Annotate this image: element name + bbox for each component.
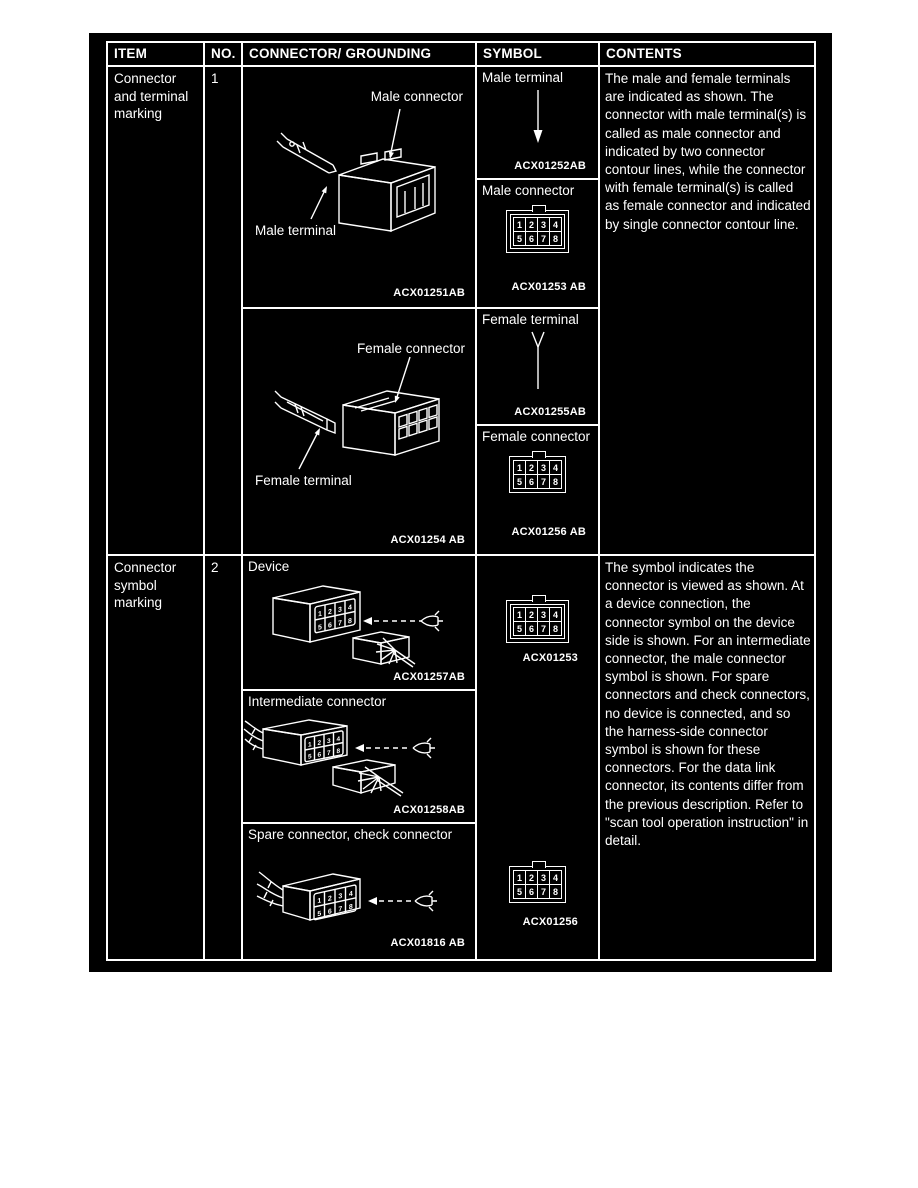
figure-code: ACX01253 AB: [511, 281, 586, 293]
diagram-panel: [89, 33, 832, 972]
svg-text:7: 7: [338, 904, 343, 914]
connector-tab: [532, 451, 546, 458]
connector-grounding-cell: [242, 66, 476, 555]
pin-5: 5: [514, 232, 525, 245]
pin-5: 5: [514, 885, 525, 898]
female-connector-symbol-cell: [477, 424, 598, 554]
table-header-row: [107, 42, 815, 66]
svg-text:6: 6: [317, 751, 322, 760]
pin-3: 3: [538, 608, 549, 621]
pin-3: 3: [538, 871, 549, 884]
pin-grid: [513, 460, 562, 489]
pin-2: 2: [526, 871, 537, 884]
female-terminal-fork-icon: [478, 329, 598, 391]
svg-text:8: 8: [348, 617, 352, 626]
item-cell: [107, 555, 204, 960]
spare-lines: [257, 872, 437, 920]
drawing-title: Spare connector, check connector: [248, 827, 453, 842]
pin-3: 3: [538, 218, 549, 231]
pin-grid: [513, 607, 562, 636]
svg-text:6: 6: [327, 907, 332, 916]
pin-6: 6: [526, 622, 537, 635]
pin-7: 7: [538, 622, 549, 635]
symbol-cell: [476, 555, 599, 960]
pin-1: 1: [514, 871, 525, 884]
pin-4: 4: [550, 218, 561, 231]
connector-tab: [532, 595, 546, 602]
female-drawing-lines: [275, 357, 439, 469]
svg-text:2: 2: [328, 608, 332, 617]
svg-text:1: 1: [318, 610, 322, 619]
pin-1: 1: [514, 461, 525, 474]
no-cell: [204, 555, 242, 960]
male-drawing-lines: [277, 109, 435, 231]
device-drawing-cell: [243, 556, 475, 689]
svg-text:3: 3: [338, 606, 342, 615]
pin-6: 6: [526, 885, 537, 898]
connector-grounding-cell: [242, 555, 476, 960]
col-header-contents: CONTENTS: [599, 42, 815, 66]
view-arrowhead: [363, 617, 372, 625]
male-connector-label: Male connector: [370, 89, 463, 104]
device-symbol-wrap: [477, 590, 598, 643]
col-header-symbol: SYMBOL: [476, 42, 599, 66]
figure-code: ACX01816 AB: [390, 937, 465, 949]
contents-text: The symbol indicates the connector is viewed as shown. At a device connection, the connector symbol on the device side is shown. For an intermediate connector, the male connector symbol is shown. For spare connectors and check connectors, no device is connected, and so the harness-side connector symbol is shown for these connectors. For the data link connector, its contents differ from the previous description. Refer to "scan tool operation instruction" in detail.: [605, 560, 811, 849]
pin-7: 7: [538, 885, 549, 898]
svg-text:1: 1: [317, 896, 322, 906]
pin-2: 2: [526, 608, 537, 621]
figure-code: ACX01258AB: [393, 804, 465, 816]
svg-text:2: 2: [317, 739, 322, 748]
symbol-cell: [476, 66, 599, 555]
svg-text:5: 5: [318, 624, 322, 632]
female-connector-drawing-cell: [243, 307, 475, 554]
male-connector-symbol: [506, 600, 569, 643]
male-connector-symbol: [506, 210, 569, 253]
svg-text:6: 6: [328, 621, 332, 630]
contents-text: The male and female terminals are indicated as shown. The connector with male terminal(s) is called as male connector and indicated by two connector contour lines, while the connector with female terminal(s) is called as female connector and indicated by single connector contour line.: [605, 71, 811, 232]
connector-tab: [532, 205, 546, 212]
pin-5: 5: [514, 622, 525, 635]
svg-text:8: 8: [336, 747, 341, 756]
pin-4: 4: [550, 608, 561, 621]
col-header-connector: CONNECTOR/ GROUNDING: [242, 42, 476, 66]
down-arrow-icon: [478, 87, 598, 145]
intermediate-connector-drawing-cell: [243, 689, 475, 822]
item-text: Connector symbol marking: [114, 560, 177, 610]
intermediate-connector-drawing: [243, 711, 473, 819]
female-terminal-symbol-cell: [477, 307, 598, 424]
svg-text:8: 8: [348, 902, 353, 912]
spare-connector-drawing-cell: [243, 822, 475, 959]
pin-5: 5: [514, 475, 525, 488]
male-terminal-symbol-cell: [477, 67, 598, 178]
col-header-no: NO.: [204, 42, 242, 66]
eye-icon: [421, 611, 443, 631]
item-text: Connector and terminal marking: [114, 71, 189, 121]
col-header-item: ITEM: [107, 42, 204, 66]
pin-4: 4: [550, 461, 561, 474]
pin-8: 8: [550, 232, 561, 245]
contents-cell: [599, 555, 815, 960]
female-connector-label: Female connector: [356, 341, 465, 356]
female-terminal-label: Female terminal: [255, 473, 352, 488]
pin-7: 7: [538, 232, 549, 245]
svg-text:3: 3: [326, 737, 331, 746]
legend-table: [106, 41, 816, 961]
svg-text:2: 2: [327, 894, 332, 903]
pin-6: 6: [526, 232, 537, 245]
no-text: 2: [211, 560, 219, 575]
pin-2: 2: [526, 218, 537, 231]
pin-1: 1: [514, 218, 525, 231]
symbol-title: Female connector: [482, 429, 591, 444]
intermediate-lines: [244, 720, 435, 796]
figure-code: ACX01253: [522, 652, 578, 664]
male-terminal-label: Male terminal: [255, 223, 337, 238]
view-arrowhead: [355, 744, 364, 752]
figure-code: ACX01254 AB: [390, 534, 465, 546]
table-row-connector-symbol-marking: [107, 555, 815, 960]
pin-grid: [513, 217, 562, 246]
device-drawing: [243, 576, 473, 686]
item-cell: [107, 66, 204, 555]
view-arrowhead: [368, 897, 377, 905]
no-cell: [204, 66, 242, 555]
figure-code: ACX01255AB: [514, 406, 586, 418]
svg-text:1: 1: [307, 741, 312, 749]
table-row-connector-terminal-marking: [107, 66, 815, 555]
svg-text:7: 7: [338, 619, 342, 628]
figure-code: ACX01256 AB: [511, 526, 586, 538]
figure-code: ACX01257AB: [393, 671, 465, 683]
female-connector-symbol: [509, 456, 566, 493]
no-text: 1: [211, 71, 219, 86]
svg-text:5: 5: [317, 909, 322, 919]
svg-text:4: 4: [336, 735, 341, 744]
female-connector-symbol: [509, 866, 566, 903]
male-connector-symbol-cell: [477, 178, 598, 307]
figure-code: ACX01252AB: [514, 160, 586, 172]
device-lines: [273, 586, 443, 667]
svg-text:3: 3: [338, 891, 343, 901]
svg-text:7: 7: [326, 749, 331, 758]
symbol-title: Male connector: [482, 183, 575, 198]
pin-grid: [513, 870, 562, 899]
pin-7: 7: [538, 475, 549, 488]
pin-8: 8: [550, 885, 561, 898]
inner-contour: [510, 604, 565, 639]
pin-8: 8: [550, 622, 561, 635]
svg-text:5: 5: [307, 753, 312, 761]
pin-2: 2: [526, 461, 537, 474]
drawing-title: Intermediate connector: [248, 694, 387, 709]
inner-contour: [510, 214, 565, 249]
spare-symbol-wrap: [477, 856, 598, 903]
svg-text:4: 4: [348, 889, 353, 899]
symbol-title: Male terminal: [482, 70, 564, 85]
figure-code: ACX01256: [522, 916, 578, 928]
male-connector-drawing-cell: [243, 67, 475, 307]
pin-1: 1: [514, 608, 525, 621]
eye-icon: [413, 738, 435, 758]
pin-8: 8: [550, 475, 561, 488]
contents-cell: [599, 66, 815, 555]
symbol-title: Female terminal: [482, 312, 579, 327]
connector-tab: [532, 861, 546, 868]
pin-3: 3: [538, 461, 549, 474]
figure-code: ACX01251AB: [393, 287, 465, 299]
pin-4: 4: [550, 871, 561, 884]
svg-text:4: 4: [348, 604, 352, 612]
eye-icon: [415, 891, 437, 911]
pin-6: 6: [526, 475, 537, 488]
drawing-title: Device: [248, 559, 290, 574]
